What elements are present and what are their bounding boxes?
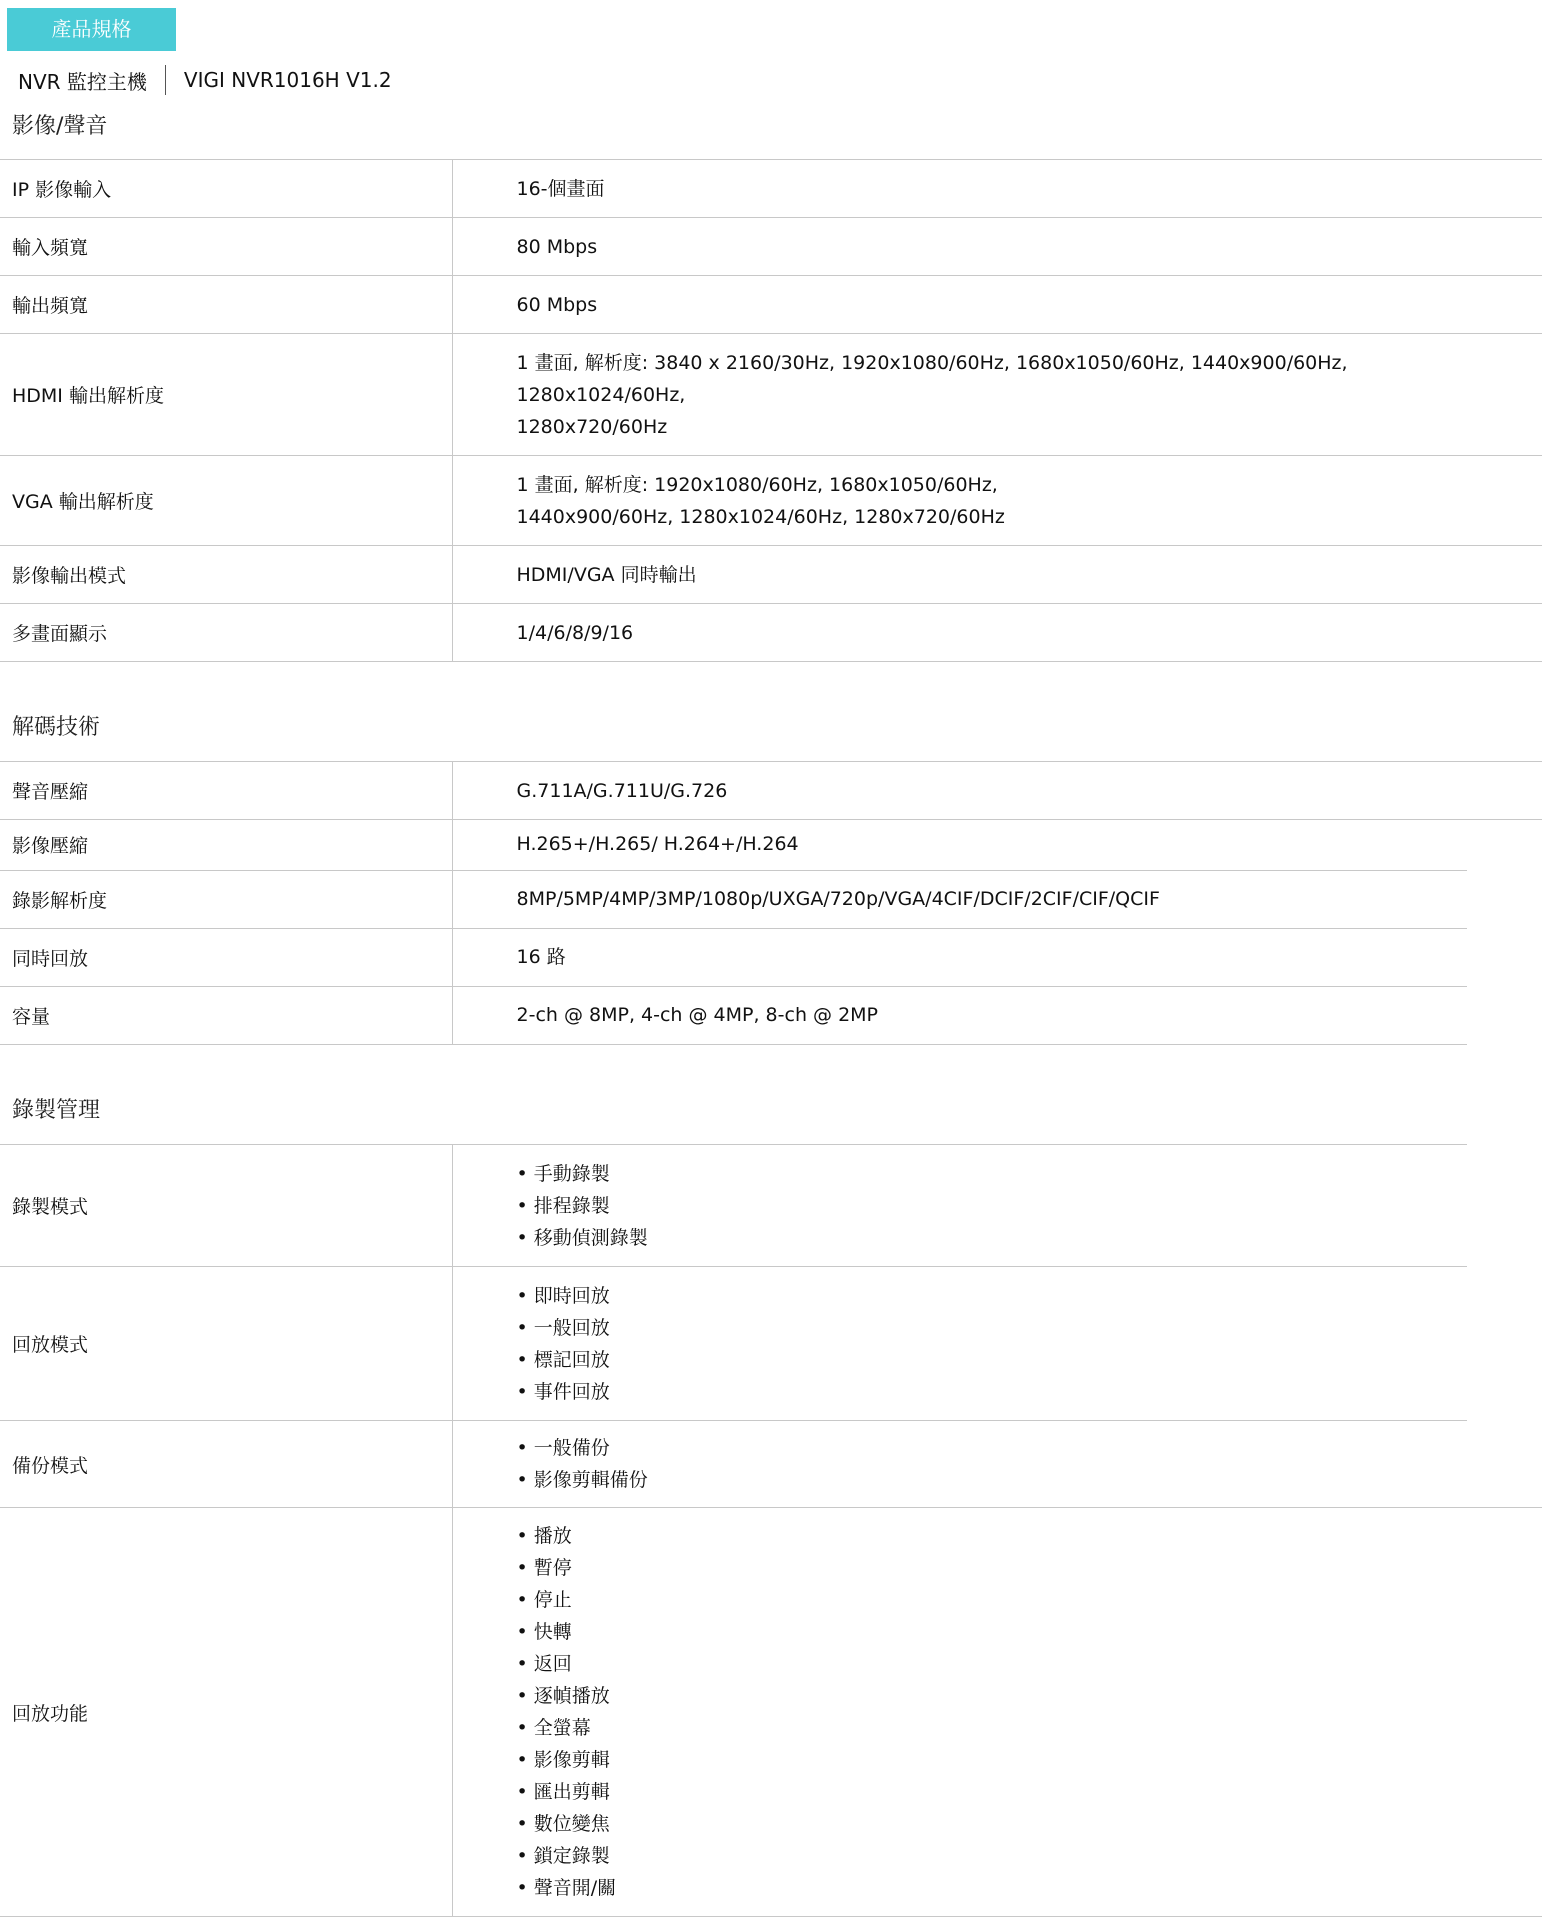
row-label: IP 影像輸入 [0, 160, 452, 218]
row-value [452, 1145, 1467, 1267]
value-line: 1440x900/60Hz, 1280x1024/60Hz, 1280x720/60Hz [516, 505, 1005, 528]
spec-table-decoding-2 [0, 819, 1467, 1045]
row-value: G.711A/G.711U/G.726 [516, 779, 728, 802]
list-item: • 匯出剪輯 [517, 1776, 1542, 1808]
row-label: 輸入頻寬 [0, 218, 452, 276]
bullet-list [517, 1158, 1468, 1254]
row-label: 聲音壓縮 [0, 762, 452, 820]
row-label: 同時回放 [0, 928, 452, 986]
spec-table-video-audio [0, 159, 1542, 662]
table-row [0, 762, 1542, 820]
list-item: • 返回 [517, 1648, 1542, 1680]
list-item: • 數位變焦 [517, 1808, 1542, 1840]
list-item: • 影像剪輯 [517, 1744, 1542, 1776]
table-row [0, 604, 1542, 662]
list-item: • 移動偵測錄製 [517, 1222, 1468, 1254]
row-label: 回放功能 [0, 1508, 452, 1917]
list-item: • 暫停 [517, 1552, 1542, 1584]
model-line [18, 64, 392, 96]
bullet-list [517, 1432, 1468, 1496]
row-value: HDMI/VGA 同時輸出 [516, 563, 697, 586]
row-label: 備份模式 [0, 1421, 452, 1508]
row-label: HDMI 輸出解析度 [0, 334, 452, 456]
table-row [0, 986, 1467, 1044]
value-line: 1280x720/60Hz [516, 415, 668, 438]
table-row [0, 546, 1542, 604]
value-line: 1 畫面, 解析度: 1920x1080/60Hz, 1680x1050/60Hz, [516, 473, 998, 496]
row-value: 16 路 [516, 946, 566, 968]
section-title-decoding: 解碼技術 [12, 715, 101, 740]
spec-table-recording-2 [0, 1507, 1542, 1917]
list-item: • 排程錄製 [517, 1190, 1468, 1222]
value-line: 1280x1024/60Hz, [516, 383, 686, 406]
row-value [452, 1508, 1542, 1917]
list-item: • 全螢幕 [517, 1712, 1542, 1744]
row-label: 輸出頻寬 [0, 276, 452, 334]
table-row [0, 456, 1542, 546]
list-item: • 停止 [517, 1584, 1542, 1616]
list-item: • 一般回放 [517, 1312, 1468, 1344]
row-value: 8MP/5MP/4MP/3MP/1080p/UXGA/720p/VGA/4CIF/DCIF/2CIF/CIF/QCIF [516, 888, 1160, 910]
table-row [0, 1421, 1467, 1508]
table-row [0, 160, 1542, 218]
table-row [0, 334, 1542, 456]
list-item: • 即時回放 [517, 1280, 1468, 1312]
value-line: 1 畫面, 解析度: 3840 x 2160/30Hz, 1920x1080/60Hz, 1680x1050/60Hz, 1440x900/60Hz, [516, 351, 1348, 374]
bullet-list [517, 1520, 1542, 1904]
list-item: • 事件回放 [517, 1376, 1468, 1408]
row-value [452, 334, 1542, 456]
spec-table-recording-1 [0, 1144, 1467, 1508]
row-value [452, 1267, 1467, 1421]
list-item: • 快轉 [517, 1616, 1542, 1648]
row-value: 2-ch @ 8MP, 4-ch @ 4MP, 8-ch @ 2MP [516, 1004, 879, 1026]
row-label: 容量 [0, 986, 452, 1044]
list-item: • 鎖定錄製 [517, 1840, 1542, 1872]
row-label: 回放模式 [0, 1267, 452, 1421]
list-item: • 聲音開/關 [517, 1872, 1542, 1904]
row-label: 影像輸出模式 [0, 546, 452, 604]
table-row [0, 1508, 1542, 1917]
table-row [0, 1267, 1467, 1421]
list-item: • 播放 [517, 1520, 1542, 1552]
row-label: 多畫面顯示 [0, 604, 452, 662]
row-value: 80 Mbps [516, 235, 598, 258]
row-label: 影像壓縮 [0, 819, 452, 870]
row-value: 1/4/6/8/9/16 [516, 621, 634, 644]
separator [165, 65, 166, 95]
row-value: 60 Mbps [516, 293, 598, 316]
table-row [0, 276, 1542, 334]
list-item: • 影像剪輯備份 [517, 1464, 1468, 1496]
product-model: VIGI NVR1016H V1.2 [183, 68, 392, 92]
table-row [0, 928, 1467, 986]
spec-table-decoding-1 [0, 761, 1542, 820]
row-label: 錄影解析度 [0, 870, 452, 928]
table-row [0, 819, 1467, 870]
bullet-list [517, 1280, 1468, 1408]
list-item: • 一般備份 [517, 1432, 1468, 1464]
row-value: H.265+/H.265/ H.264+/H.264 [516, 833, 799, 856]
table-row [0, 1145, 1467, 1267]
section-title-recording: 錄製管理 [12, 1098, 101, 1123]
row-label: VGA 輸出解析度 [0, 456, 452, 546]
row-label: 錄製模式 [0, 1145, 452, 1267]
section-title-video-audio: 影像/聲音 [12, 114, 108, 139]
spec-tab[interactable]: 產品規格 [7, 8, 176, 51]
table-row [0, 218, 1542, 276]
list-item: • 逐幀播放 [517, 1680, 1542, 1712]
row-value [452, 1421, 1467, 1508]
row-value: 16-個畫面 [516, 177, 605, 200]
table-row [0, 870, 1467, 928]
list-item: • 手動錄製 [517, 1158, 1468, 1190]
row-value [452, 456, 1542, 546]
product-category: NVR 監控主機 [18, 69, 147, 94]
list-item: • 標記回放 [517, 1344, 1468, 1376]
